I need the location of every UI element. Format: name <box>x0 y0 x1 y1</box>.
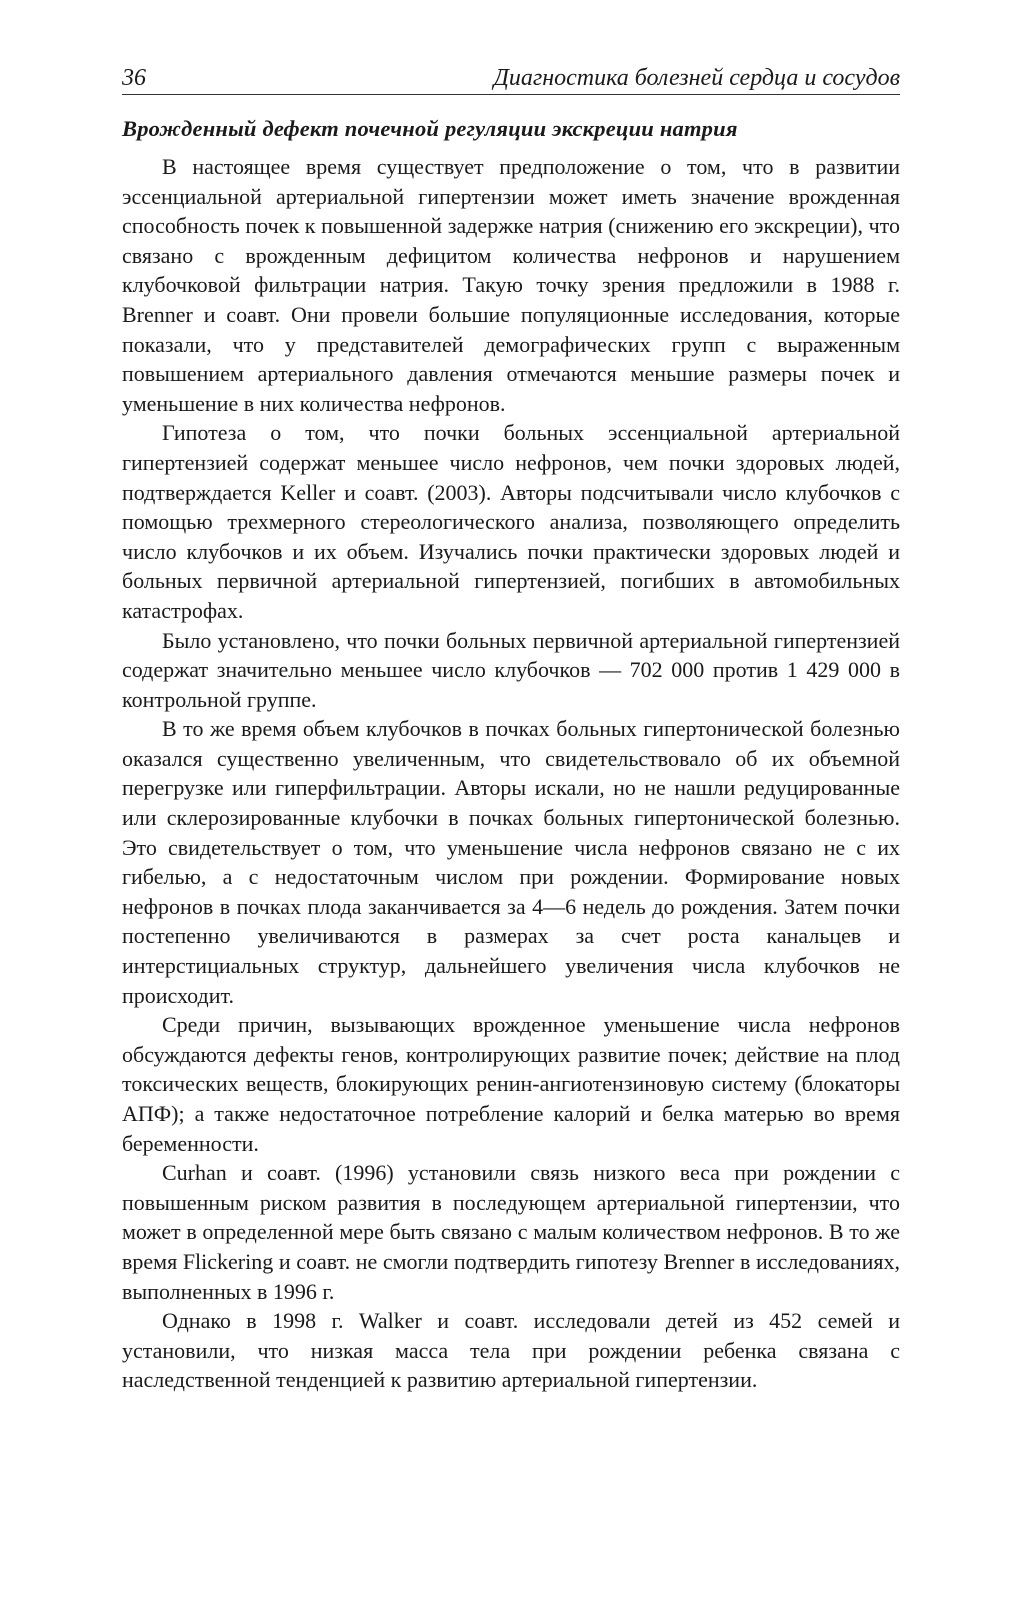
page-header <box>122 58 900 95</box>
paragraph: Curhan и соавт. (1996) установили связь низкого веса при рождении с повышенным риском развития в последующем артериальной гипертензии, что может в определенной мере быть связано с малым количеством нефронов. В то же время Flickering и соавт. не смогли подтвердить гипотезу Brenner в исследованиях, выполненных в 1996 г. <box>122 1160 900 1304</box>
running-title: Диагностика болезней сердца и сосудов <box>493 65 900 91</box>
paragraph: Было установлено, что почки больных первичной артериальной гипертензией содержат значительно меньшее число клубочков — 702 000 против 1 429 000 в контрольной группе. <box>122 627 900 712</box>
paragraph: В настоящее время существует предположение о том, что в развитии эссенциальной артериальной гипертензии может иметь значение врожденная способность почек к повышенной задержке натрия (снижению его экскреции), что связано с врожденным дефицитом количества нефронов и нарушением клубочковой фильтрации натрия. Такую точку зрения предложили в 1988 г. Brenner и соавт. Они провели большие популяционные исследования, которые показали, что у представителей демографических групп с выраженным повышением артериального давления отмечаются меньшие размеры почек и уменьшение в них количества нефронов. <box>122 154 900 416</box>
paragraph: Гипотеза о том, что почки больных эссенциальной артериальной гипертензией содержат меньшее число нефронов, чем почки здоровых людей, подтверждается Keller и соавт. (2003). Авторы подсчитывали число клубочков с помощью трехмерного стереологического анализа, позволяющего определить число клубочков и их объем. Изучались почки практически здоровых людей и больных первичной артериальной гипертензией, погибших в автомобильных катастрофах. <box>122 420 900 623</box>
section-heading: Врожденный дефект почечной регуляции экскреции натрия <box>122 116 738 141</box>
page-number: 36 <box>122 65 146 91</box>
paragraph: Однако в 1998 г. Walker и соавт. исследовали детей из 452 семей и установили, что низкая масса тела при рождении ребенка связана с наследственной тенденцией к развитию артериальной гипертензии. <box>122 1308 900 1393</box>
paragraph: Среди причин, вызывающих врожденное уменьшение числа нефронов обсуждаются дефекты генов, контролирующих развитие почек; действие на плод токсических веществ, блокирующих ренин-ангиотензиновую систему (блокаторы АПФ); а также недостаточное потребление калорий и белка матерью во время беременности. <box>122 1012 900 1156</box>
body-text <box>122 152 900 1395</box>
paragraph: В то же время объем клубочков в почках больных гипертонической болезнью оказался существенно увеличенным, что свидетельствовало об их объемной перегрузке или гиперфильтрации. Авторы искали, но не нашли редуцированные или склерозированные клубочки в почках больных гипертонической болезнью. Это свидетельствует о том, что уменьшение числа нефронов связано не с их гибелью, а с недостаточным числом при рождении. Формирование новых нефронов в почках плода заканчивается за 4—6 недель до рождения. Затем почки постепенно увеличиваются в размерах за счет роста канальцев и интерстициальных структур, дальнейшего увеличения числа клубочков не происходит. <box>122 716 900 1008</box>
